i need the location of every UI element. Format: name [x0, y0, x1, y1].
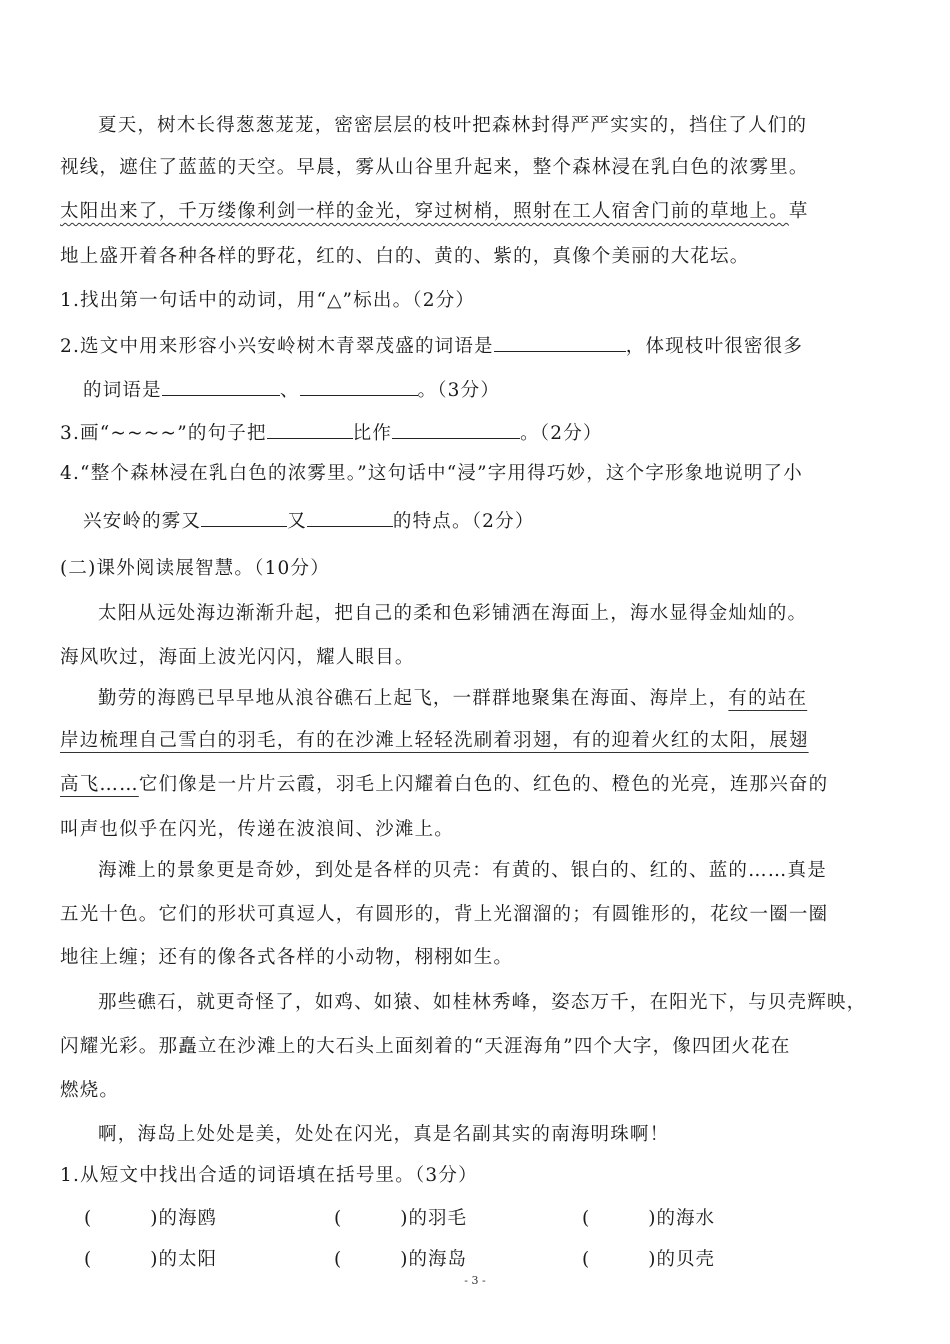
- question-2-1: 1.从短文中找出合适的词语填在括号里。（3分）: [60, 1165, 478, 1186]
- underlined-sentence: 岸边梳理自己雪白的羽毛，有的在沙滩上轻轻洗刷着羽翅，有的迎着火红的太阳，展翅: [60, 730, 809, 751]
- question-3: [60, 418, 890, 447]
- passage2-line: 燃烧。: [60, 1080, 120, 1101]
- question-text: 3.画“~~~~”的句子把: [60, 423, 267, 444]
- passage2-line: 海风吹过，海面上波光闪闪，耀人眼目。: [60, 647, 415, 668]
- question-text: 的词语是: [83, 380, 162, 401]
- fill-in-word: 的羽毛: [408, 1208, 467, 1229]
- question-text: 的特点。（2分）: [392, 511, 535, 532]
- passage1-line: 地上盛开着各种各样的野花，红的、白的、黄的、紫的，真像个美丽的大花坛。: [60, 246, 750, 267]
- question-text: ，体现枝叶很密很多: [625, 336, 804, 357]
- passage2-line: 啊，海岛上处处是美，处处在闪光，真是名副其实的南海明珠啊！: [98, 1124, 670, 1145]
- question-text: 。（3分）: [417, 380, 501, 401]
- open-paren: (: [84, 1208, 93, 1229]
- question-2: [60, 331, 890, 360]
- close-paren: ): [648, 1249, 657, 1270]
- underlined-sentence: 高飞……: [60, 774, 139, 795]
- question-1: 1.找出第一句话中的动词，用“△”标出。（2分）: [60, 290, 476, 311]
- answer-blank[interactable]: [392, 418, 520, 439]
- passage2-line: [98, 686, 890, 712]
- fill-in-item[interactable]: [84, 1247, 217, 1273]
- open-paren: (: [84, 1249, 93, 1270]
- answer-blank[interactable]: [307, 506, 393, 527]
- passage2-line: 五光十色。它们的形状可真逗人，有圆形的，背上光溜溜的；有圆锥形的，花纹一圈一圈: [60, 904, 829, 925]
- fill-in-item[interactable]: [84, 1206, 217, 1232]
- question-4: 4.“整个森林浸在乳白色的浓雾里。”这句话中“浸”字用得巧妙，这个字形象地说明了小: [60, 463, 803, 484]
- open-paren: (: [582, 1208, 591, 1229]
- passage2-line: 闪耀光彩。那矗立在沙滩上的大石头上面刻着的“天涯海角”四个大字，像四团火花在: [60, 1036, 791, 1057]
- passage2-text: 勤劳的海鸥已早早地从浪谷礁石上起飞，一群群地聚集在海面、海岸上，: [98, 688, 729, 709]
- close-paren: ): [150, 1208, 159, 1229]
- passage2-line: 那些礁石，就更奇怪了，如鸡、如猿、如桂林秀峰，姿态万千，在阳光下，与贝壳辉映，: [98, 992, 867, 1013]
- fill-in-item[interactable]: [582, 1206, 715, 1232]
- fill-in-item[interactable]: [334, 1247, 467, 1273]
- fill-in-word: 的贝壳: [656, 1249, 715, 1270]
- question-2-cont: [83, 375, 890, 404]
- passage1-text: 草: [788, 201, 809, 222]
- answer-blank[interactable]: [494, 331, 626, 352]
- question-text: 、: [279, 380, 300, 401]
- passage1-line: 夏天，树木长得葱葱茏茏，密密层层的枝叶把森林封得严严实实的，挡住了人们的: [98, 115, 808, 136]
- passage2-text: 它们像是一片片云霞，羽毛上闪耀着白色的、红色的、橙色的光亮，连那兴奋的: [138, 774, 829, 795]
- fill-in-word: 的海岛: [408, 1249, 467, 1270]
- passage2-line: 太阳从远处海边渐渐升起，把自己的柔和色彩铺洒在海面上，海水显得金灿灿的。: [98, 603, 808, 624]
- open-paren: (: [582, 1249, 591, 1270]
- wavy-underlined-sentence: 太阳出来了，千万缕像利剑一样的金光，穿过树梢，照射在工人宿舍门前的草地上。: [60, 201, 789, 222]
- section-heading: (二)课外阅读展智慧。（10分）: [60, 558, 330, 579]
- fill-in-word: 的海鸥: [158, 1208, 217, 1229]
- fill-in-word: 的海水: [656, 1208, 715, 1229]
- question-text: 又: [287, 511, 307, 532]
- question-text: 。（2分）: [520, 423, 603, 444]
- passage2-line: 海滩上的景象更是奇妙，到处是各样的贝壳：有黄的、银白的、红的、蓝的……真是: [98, 860, 827, 881]
- passage2-line: [60, 772, 890, 798]
- fill-in-item[interactable]: [582, 1247, 715, 1273]
- question-text: 2.选文中用来形容小兴安岭树木青翠茂盛的词语是: [60, 336, 494, 357]
- page-number: - 3 -: [464, 1274, 486, 1287]
- close-paren: ): [400, 1208, 409, 1229]
- underlined-sentence: 有的站在: [728, 688, 808, 709]
- passage2-line: [60, 728, 890, 754]
- passage2-line: 叫声也似乎在闪光，传递在波浪间、沙滩上。: [60, 819, 455, 840]
- answer-blank[interactable]: [162, 375, 280, 396]
- question-4-cont: [83, 506, 890, 535]
- open-paren: (: [334, 1249, 343, 1270]
- close-paren: ): [648, 1208, 657, 1229]
- answer-blank[interactable]: [300, 375, 418, 396]
- passage1-line: 视线，遮住了蓝蓝的天空。早晨，雾从山谷里升起来，整个森林浸在乳白色的浓雾里。: [60, 157, 809, 178]
- fill-in-word: 的太阳: [158, 1249, 217, 1270]
- passage2-line: 地往上缠；还有的像各式各样的小动物，栩栩如生。: [60, 947, 514, 968]
- open-paren: (: [334, 1208, 343, 1229]
- question-text: 兴安岭的雾又: [83, 511, 202, 532]
- passage1-line: [60, 199, 890, 225]
- answer-blank[interactable]: [201, 506, 287, 527]
- close-paren: ): [150, 1249, 159, 1270]
- close-paren: ): [400, 1249, 409, 1270]
- question-text: 比作: [352, 423, 393, 444]
- fill-in-item[interactable]: [334, 1206, 467, 1232]
- answer-blank[interactable]: [267, 418, 353, 439]
